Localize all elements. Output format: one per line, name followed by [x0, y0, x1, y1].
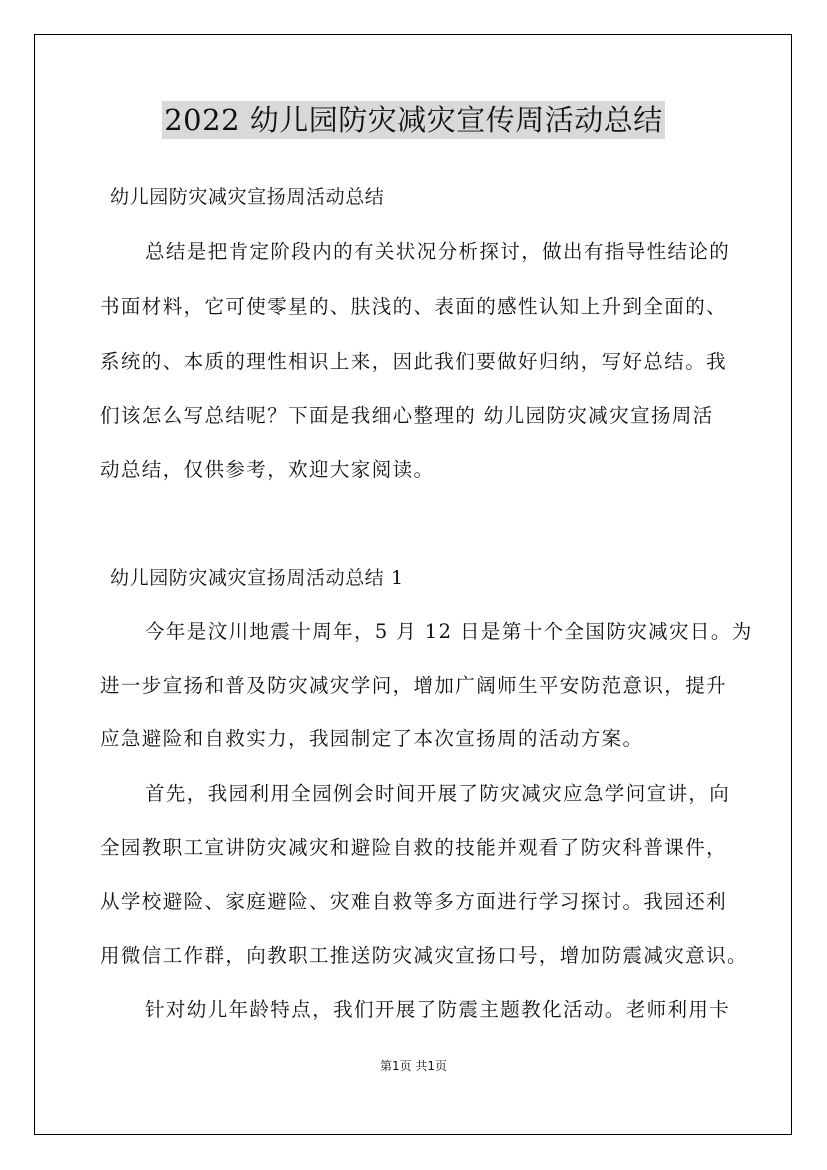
- paragraph-line: 针对幼儿年龄特点，我们开展了防震主题教化活动。老师利用卡: [145, 998, 731, 1021]
- paragraph-line: 今年是汶川地震十周年，5 月 12 日是第十个全国防灾减灾日。为: [145, 620, 753, 643]
- paragraph-line: 用微信工作群，向教职工推送防灾减灾宣扬口号，增加防震减灾意识。: [100, 944, 748, 967]
- document-heading: 幼儿园防灾减灾宣扬周活动总结: [110, 186, 385, 208]
- intro-line: 总结是把肯定阶段内的有关状况分析探讨，做出有指导性结论的: [145, 240, 731, 263]
- page-number-footer: 第1页 共1页: [379, 1059, 448, 1073]
- document-title: [0, 98, 827, 142]
- intro-line: 动总结，仅供参考，欢迎大家阅读。: [100, 458, 435, 481]
- intro-line: 们该怎么写总结呢？下面是我细心整理的 幼儿园防灾减灾宣扬周活: [100, 404, 714, 427]
- paragraph-line: 应急避险和自救实力，我园制定了本次宣扬周的活动方案。: [100, 727, 644, 750]
- intro-line: 书面材料，它可使零星的、肤浅的、表面的感性认知上升到全面的、: [100, 295, 728, 318]
- document-title-text: 2022 幼儿园防灾减灾宣传周活动总结: [164, 103, 663, 137]
- paragraph-line: 进一步宣扬和普及防灾减灾学问，增加广阔师生平安防范意识，提升: [100, 674, 728, 697]
- paragraph-line: 首先，我园利用全园例会时间开展了防灾减灾应急学问宣讲，向: [145, 782, 731, 805]
- paragraph-line: 全园教职工宣讲防灾减灾和避险自救的技能并观看了防灾科普课件，: [100, 836, 728, 859]
- intro-line: 系统的、本质的理性相识上来，因此我们要做好归纳，写好总结。我: [100, 350, 728, 373]
- section-heading: 幼儿园防灾减灾宣扬周活动总结 1: [110, 567, 404, 589]
- paragraph-line: 从学校避险、家庭避险、灾难自救等多方面进行学习探讨。我园还利: [100, 890, 728, 913]
